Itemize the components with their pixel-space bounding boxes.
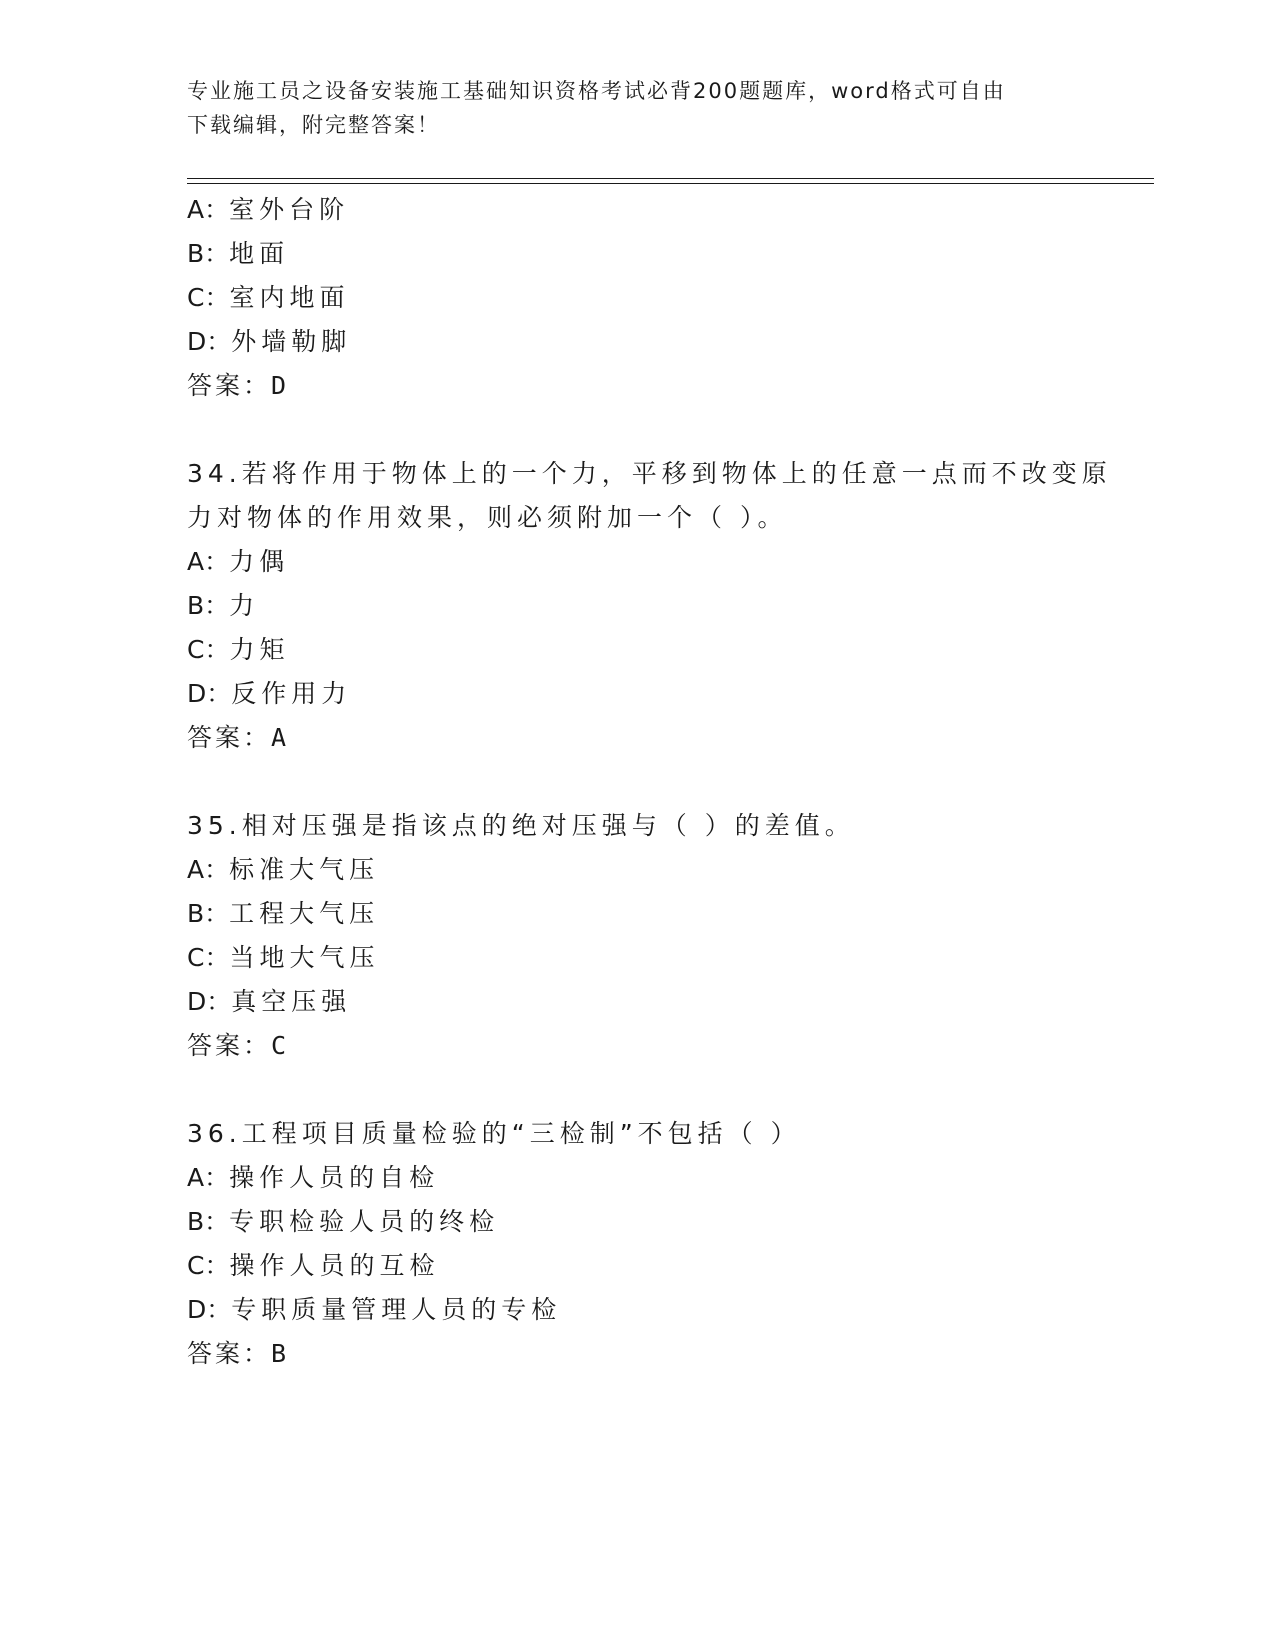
q34-option-d	[187, 677, 351, 711]
q33-option-d	[187, 325, 351, 359]
q33-option-a	[187, 193, 349, 227]
option-letter: C：	[187, 283, 230, 312]
option-text: 操作人员的自检	[229, 1163, 440, 1192]
option-text: 力偶	[229, 547, 290, 576]
option-letter: C：	[187, 943, 230, 972]
option-letter: A：	[187, 1163, 230, 1192]
q33-option-c	[187, 281, 349, 315]
header-line-2: 下载编辑，附完整答案！	[187, 113, 440, 137]
q36-option-b	[187, 1205, 499, 1239]
option-text: 工程大气压	[229, 899, 380, 928]
q36-answer	[187, 1337, 286, 1371]
answer-label: 答案：	[187, 723, 272, 752]
option-text: 室内地面	[229, 283, 350, 312]
header-divider-bottom	[187, 183, 1154, 184]
answer-label: 答案：	[187, 1339, 272, 1368]
q35-option-a	[187, 853, 379, 887]
answer-value: C	[271, 1031, 287, 1060]
q34-stem-line-1: 34.若将作用于物体上的一个力，平移到物体上的任意一点而不改变原	[187, 459, 1112, 488]
option-letter: C：	[187, 1251, 230, 1280]
header-divider-top	[187, 178, 1154, 179]
option-letter: B：	[187, 591, 230, 620]
option-letter: D：	[187, 1295, 232, 1324]
q33-answer	[187, 369, 286, 403]
q35-answer	[187, 1029, 286, 1063]
q35-option-d	[187, 985, 351, 1019]
answer-value: D	[271, 371, 287, 400]
answer-value: A	[271, 723, 287, 752]
header-line-1: 专业施工员之设备安装施工基础知识资格考试必背200题题库，word格式可自由	[187, 79, 1006, 103]
option-text: 当地大气压	[229, 943, 380, 972]
option-letter: A：	[187, 855, 230, 884]
q36-option-c	[187, 1249, 439, 1283]
option-text: 操作人员的互检	[229, 1251, 440, 1280]
answer-value: B	[271, 1339, 287, 1368]
option-text: 反作用力	[231, 679, 352, 708]
option-letter: B：	[187, 899, 230, 928]
q36-stem-line-1: 36.工程项目质量检验的“三检制”不包括（ ）	[187, 1119, 801, 1148]
option-letter: D：	[187, 327, 232, 356]
option-letter: B：	[187, 239, 230, 268]
q34-option-c	[187, 633, 289, 667]
option-text: 力	[229, 591, 260, 620]
option-text: 标准大气压	[229, 855, 380, 884]
option-text: 专职质量管理人员的专检	[231, 1295, 562, 1324]
option-letter: D：	[187, 987, 232, 1016]
q34-option-b	[187, 589, 259, 623]
option-text: 外墙勒脚	[231, 327, 352, 356]
document-header	[187, 74, 1067, 142]
option-letter: A：	[187, 547, 230, 576]
q34-stem-line-2: 力对物体的作用效果，则必须附加一个（ ）。	[187, 503, 788, 532]
option-letter: A：	[187, 195, 230, 224]
option-text: 力矩	[229, 635, 290, 664]
q35-stem-line-1: 35.相对压强是指该点的绝对压强与（ ）的差值。	[187, 811, 855, 840]
option-letter: B：	[187, 1207, 230, 1236]
q33-option-b	[187, 237, 289, 271]
q35-option-c	[187, 941, 379, 975]
option-text: 真空压强	[231, 987, 352, 1016]
option-text: 地面	[229, 239, 290, 268]
option-letter: C：	[187, 635, 230, 664]
answer-label: 答案：	[187, 1031, 272, 1060]
option-text: 室外台阶	[229, 195, 350, 224]
q35-option-b	[187, 897, 379, 931]
option-text: 专职检验人员的终检	[229, 1207, 500, 1236]
q34-option-a	[187, 545, 289, 579]
q36-option-d	[187, 1293, 561, 1327]
q34-answer	[187, 721, 286, 755]
option-letter: D：	[187, 679, 232, 708]
q36-option-a	[187, 1161, 439, 1195]
answer-label: 答案：	[187, 371, 272, 400]
